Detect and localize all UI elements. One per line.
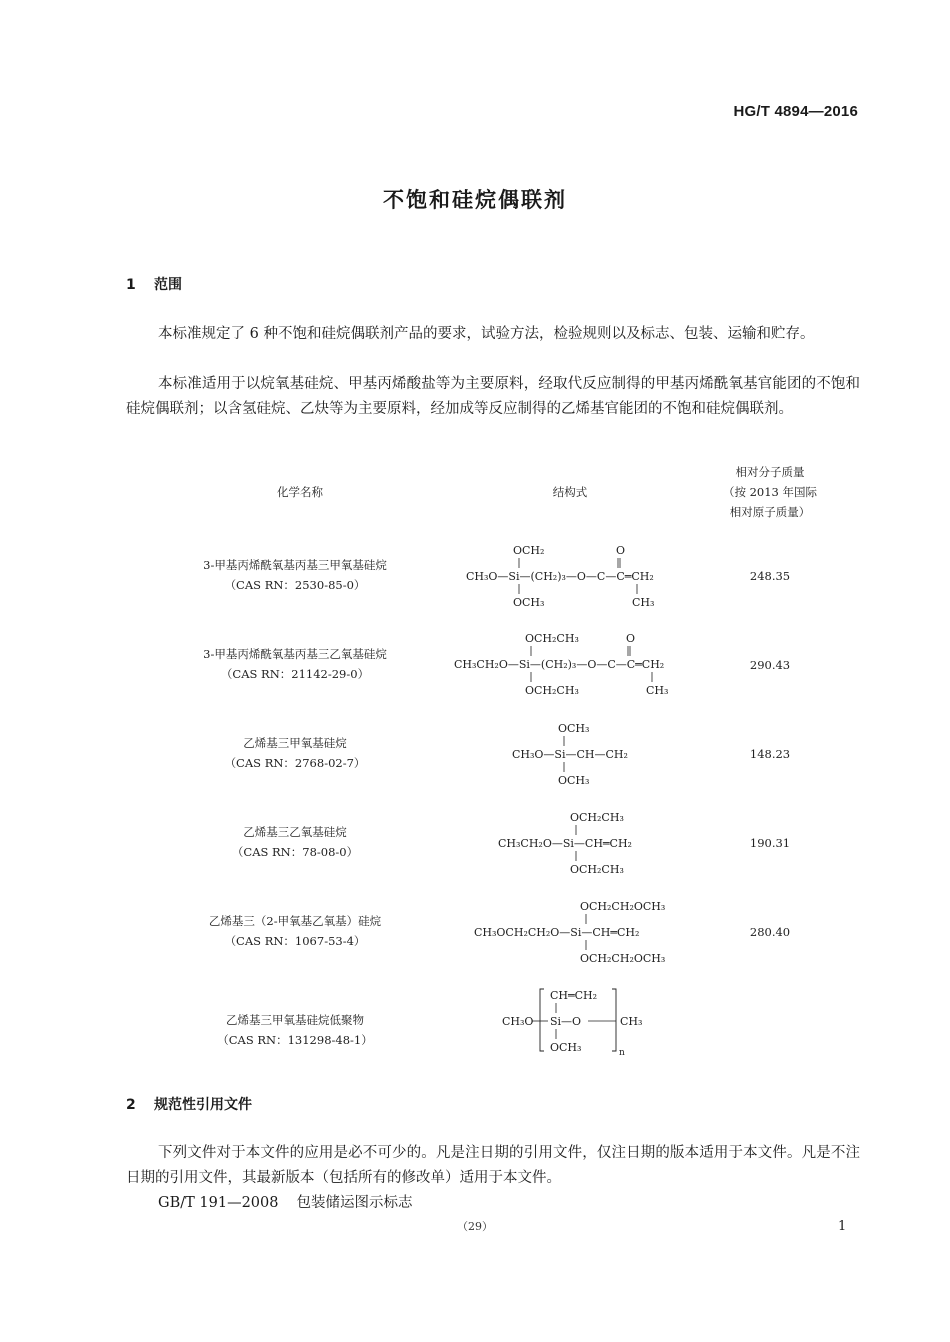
- structure-formula-2: [440, 628, 705, 700]
- section-2-paragraph: 下列文件对于本文件的应用是必不可少的。凡是注日期的引用文件，仅注日期的版本适用于本文件。凡是不注日期的引用文件，其最新版本（包括所有的修改单）适用于本文件。: [126, 1145, 860, 1186]
- svg-text:CH₃: CH₃: [632, 596, 655, 609]
- section-2-heading: [126, 1094, 252, 1114]
- svg-text:OCH₂CH₂OCH₃: OCH₂CH₂OCH₃: [580, 952, 666, 965]
- table-row-5-name: 乙烯基三（2-甲氧基乙氧基）硅烷 （CAS RN：1067-53-4）: [208, 914, 382, 948]
- svg-text:OCH₂CH₃: OCH₂CH₃: [525, 684, 579, 697]
- table-row-1-mass: 248.35: [749, 569, 791, 583]
- svg-text:CH₃CH₂O—Si—(CH₂)₃—O—C—C═CH₂: CH₃CH₂O—Si—(CH₂)₃—O—C—C═CH₂: [454, 658, 665, 671]
- svg-text:OCH₂CH₂OCH₃: OCH₂CH₂OCH₃: [580, 900, 666, 913]
- page-center-label: （29）: [457, 1220, 493, 1233]
- svg-text:CH₃O: CH₃O: [502, 1015, 534, 1028]
- table-row-2-name: 3-甲基丙烯酰氧基丙基三乙氧基硅烷 （CAS RN：21142-29-0）: [203, 647, 387, 681]
- svg-text:OCH₂: OCH₂: [513, 544, 545, 557]
- structure-formula-5: [440, 896, 705, 968]
- reference-item: [158, 1191, 412, 1212]
- table-row-3-mass: 148.23: [749, 747, 791, 761]
- svg-text:O: O: [626, 632, 636, 645]
- svg-text:n: n: [619, 1048, 625, 1057]
- table-row-5-mass: 280.40: [749, 925, 791, 939]
- svg-text:OCH₂CH₃: OCH₂CH₃: [570, 863, 624, 876]
- svg-text:OCH₃: OCH₃: [558, 722, 590, 735]
- table-row-4-name: 乙烯基三乙氧基硅烷 （CAS RN：78-08-0）: [231, 825, 359, 859]
- structure-formula-1: [440, 540, 705, 612]
- section-2-title: 规范性引用文件: [154, 1097, 252, 1113]
- structure-formula-6: [440, 985, 705, 1057]
- svg-text:OCH₃: OCH₃: [513, 596, 545, 609]
- svg-text:OCH₂CH₃: OCH₂CH₃: [570, 811, 624, 824]
- section-1-paragraph-1: 本标准规定了 6 种不饱和硅烷偶联剂产品的要求，试验方法，检验规则以及标志、包装、运输和贮存。: [158, 326, 815, 342]
- table-row-1-name: 3-甲基丙烯酰氧基丙基三甲氧基硅烷 （CAS RN：2530-85-0）: [203, 558, 387, 592]
- section-2-number: 2: [126, 1097, 136, 1113]
- page-number: 1: [838, 1219, 847, 1234]
- svg-text:OCH₂CH₃: OCH₂CH₃: [525, 632, 579, 645]
- svg-text:CH₃CH₂O—Si—CH═CH₂: CH₃CH₂O—Si—CH═CH₂: [498, 837, 632, 850]
- svg-text:OCH₃: OCH₃: [550, 1041, 582, 1054]
- table-row-4-mass: 190.31: [749, 836, 791, 850]
- section-1-heading: [126, 274, 182, 294]
- section-1-title: 范围: [154, 277, 182, 293]
- document-title: 不饱和硅烷偶联剂: [383, 188, 567, 212]
- svg-text:Si—O: Si—O: [550, 1015, 582, 1028]
- section-1-number: 1: [126, 277, 136, 293]
- table-row-3-name: 乙烯基三甲氧基硅烷 （CAS RN：2768-02-7）: [224, 736, 366, 770]
- svg-text:CH₃: CH₃: [646, 684, 669, 697]
- svg-text:OCH₃: OCH₃: [558, 774, 590, 787]
- structure-formula-3: [440, 718, 705, 790]
- structure-formula-4: [440, 807, 705, 879]
- reference-title: 包装储运图示标志: [296, 1195, 413, 1211]
- svg-text:CH₃OCH₂CH₂O—Si—CH═CH₂: CH₃OCH₂CH₂O—Si—CH═CH₂: [474, 926, 640, 939]
- table-header-name: 化学名称: [277, 485, 323, 499]
- svg-text:CH₃: CH₃: [620, 1015, 643, 1028]
- svg-text:O: O: [616, 544, 626, 557]
- svg-text:CH═CH₂: CH═CH₂: [550, 989, 598, 1002]
- table-row-6-name: 乙烯基三甲氧基硅烷低聚物 （CAS RN：131298-48-1）: [217, 1013, 373, 1047]
- standard-code: HG/T 4894—2016: [733, 103, 858, 120]
- table-header-structure: 结构式: [552, 485, 588, 499]
- section-1-paragraph-2: 本标准适用于以烷氧基硅烷、甲基丙烯酸盐等为主要原料，经取代反应制得的甲基丙烯酰氧基官能团的不饱和硅烷偶联剂；以含氢硅烷、乙炔等为主要原料，经加成等反应制得的乙烯基官能团的不饱和硅烷偶联剂。: [126, 376, 860, 417]
- svg-text:CH₃O—Si—CH—CH₂: CH₃O—Si—CH—CH₂: [512, 748, 628, 761]
- svg-text:CH₃O—Si—(CH₂)₃—O—C—C═CH₂: CH₃O—Si—(CH₂)₃—O—C—C═CH₂: [466, 570, 654, 583]
- reference-code: GB/T 191—2008: [158, 1195, 279, 1211]
- table-row-2-mass: 290.43: [749, 658, 791, 672]
- table-header-mass: 相对分子质量 （按 2013 年国际 相对原子质量）: [722, 465, 818, 519]
